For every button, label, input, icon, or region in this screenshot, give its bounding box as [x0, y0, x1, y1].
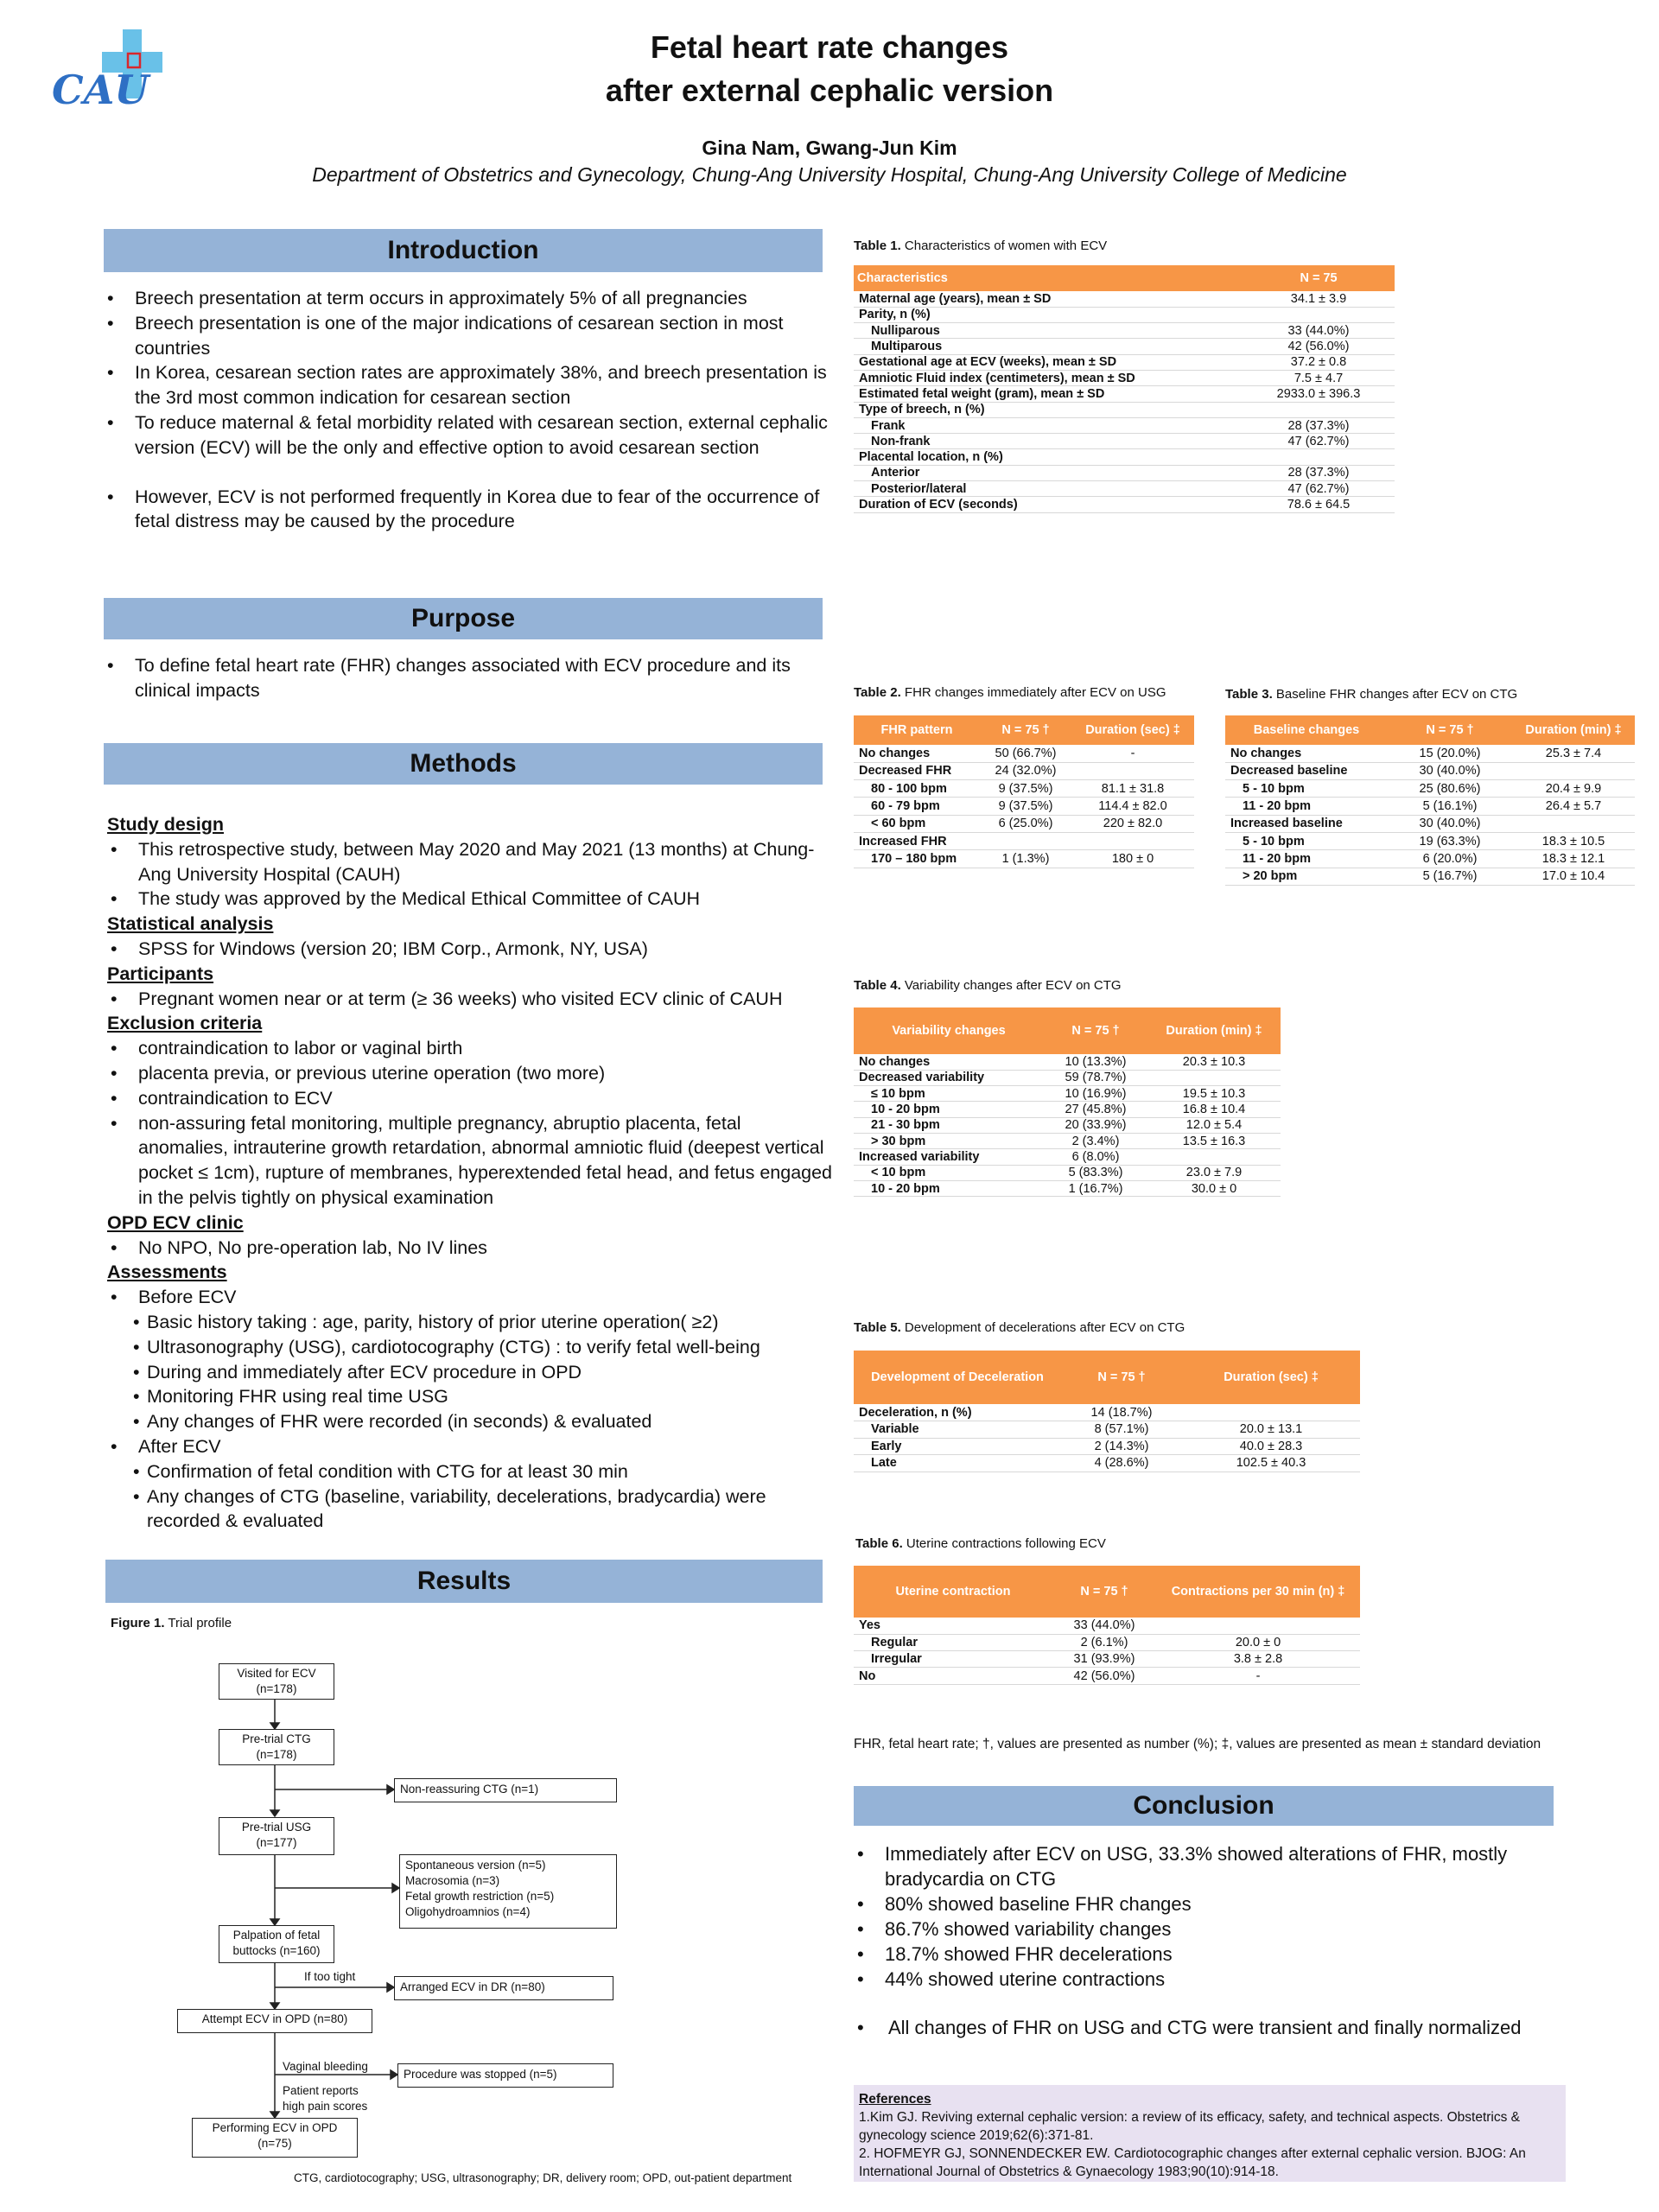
row-cell: 17.0 ± 10.4 [1512, 868, 1635, 885]
row-cell: 31 (93.9%) [1052, 1651, 1156, 1668]
table3 [1225, 715, 1635, 886]
row-cell: 5 (83.3%) [1044, 1165, 1147, 1180]
table-row [854, 339, 1395, 354]
list-item: • contraindication to ECV [107, 1086, 833, 1111]
table-row [854, 386, 1395, 402]
list-item: • However, ECV is not performed frequently in Korea due to fear of the occurrence of fetal distress may be caused by the procedure [104, 485, 830, 535]
row-cell: 24 (32.0%) [980, 762, 1071, 779]
list-item: • SPSS for Windows (version 20; IBM Corp., Armonk, NY, USA) [107, 937, 833, 962]
row-cell: 19 (63.3%) [1388, 832, 1512, 849]
row-label: Placental location, n (%) [854, 449, 1243, 465]
row-label: Late [854, 1455, 1061, 1472]
table1-header: N = 75 [1243, 265, 1395, 291]
table2-header: Duration (sec) ‡ [1071, 715, 1194, 745]
table5-caption: Table 5. Development of decelerations after ECV on CTG [854, 1320, 1185, 1335]
flow-text: Patient reports [283, 2084, 359, 2097]
row-label: < 60 bpm [854, 815, 980, 832]
row-label: 5 - 10 bpm [1225, 780, 1388, 798]
table-row [854, 850, 1194, 868]
flow-text: Fetal growth restriction (n=5) [405, 1890, 555, 1903]
row-label: No changes [1225, 745, 1388, 762]
table3-caption: Table 3. Baseline FHR changes after ECV on CTG [1225, 687, 1518, 702]
table6-header: Uterine contraction [854, 1566, 1052, 1618]
row-cell: 25 (80.6%) [1388, 780, 1512, 798]
row-cell [1512, 762, 1635, 779]
row-cell [1071, 762, 1194, 779]
table-row [854, 481, 1395, 497]
row-cell: 26.4 ± 5.7 [1512, 798, 1635, 815]
row-cell: 47 (62.7%) [1243, 481, 1395, 497]
row-cell: 9 (37.5%) [980, 780, 1071, 798]
list-item: • 18.7% showed FHR decelerations [854, 1942, 1562, 1967]
table-row [1225, 762, 1635, 779]
flow-text: (n=178) [256, 1748, 297, 1761]
flow-text: (n=177) [256, 1836, 297, 1849]
list-item: • Any changes of FHR were recorded (in seconds) & evaluated [107, 1409, 833, 1434]
tables-footnote: FHR, fetal heart rate; †, values are presented as number (%); ‡, values are presented as mean ± standard deviation [854, 1737, 1541, 1751]
row-cell: 30 (40.0%) [1388, 762, 1512, 779]
row-cell: 2 (6.1%) [1052, 1634, 1156, 1650]
logo-text: CAU [52, 67, 149, 112]
list-item: • Immediately after ECV on USG, 33.3% showed alterations of FHR, mostly bradycardia on CTG [854, 1841, 1562, 1891]
row-label: Increased FHR [854, 832, 980, 849]
table1 [854, 265, 1395, 513]
row-label: Maternal age (years), mean ± SD [854, 291, 1243, 307]
row-cell: 25.3 ± 7.4 [1512, 745, 1635, 762]
flow-text: (n=75) [257, 2137, 292, 2150]
table-row [854, 291, 1395, 307]
table-row [854, 762, 1194, 779]
table-row [854, 815, 1194, 832]
table-row [854, 780, 1194, 798]
row-cell: 5 (16.7%) [1388, 868, 1512, 885]
row-cell: 10 (16.9%) [1044, 1086, 1147, 1102]
row-cell: 6 (20.0%) [1388, 850, 1512, 868]
list-item: • No NPO, No pre-operation lab, No IV lines [107, 1236, 833, 1261]
row-cell: 20.0 ± 13.1 [1182, 1421, 1360, 1439]
row-label: > 20 bpm [1225, 868, 1388, 885]
statistical-title: Statistical analysis [107, 913, 274, 935]
table6 [854, 1566, 1360, 1685]
row-cell: 28 (37.3%) [1243, 417, 1395, 433]
row-cell: 18.3 ± 10.5 [1512, 832, 1635, 849]
table4-header: Variability changes [854, 1007, 1044, 1054]
row-cell: 27 (45.8%) [1044, 1102, 1147, 1117]
row-cell: 2 (3.4%) [1044, 1133, 1147, 1148]
row-label: No [854, 1668, 1052, 1684]
row-cell: 34.1 ± 3.9 [1243, 291, 1395, 307]
table-row [1225, 832, 1635, 849]
table-row [1225, 780, 1635, 798]
table-row [854, 323, 1395, 339]
table-row [854, 798, 1194, 815]
table-row [854, 434, 1395, 449]
row-cell: 102.5 ± 40.3 [1182, 1455, 1360, 1472]
table-row [854, 417, 1395, 433]
row-label: Non-frank [854, 434, 1243, 449]
list-item: • All changes of FHR on USG and CTG were transient and finally normalized [854, 2015, 1562, 2040]
exclusion-title: Exclusion criteria [107, 1013, 263, 1034]
row-cell: 40.0 ± 28.3 [1182, 1438, 1360, 1455]
table-row [854, 1133, 1281, 1148]
flow-text: Macrosomia (n=3) [405, 1874, 500, 1887]
list-item: • Any changes of CTG (baseline, variability, decelerations, bradycardia) were recorded & evaluated [107, 1484, 833, 1535]
row-cell: 7.5 ± 4.7 [1243, 370, 1395, 385]
row-label: Posterior/lateral [854, 481, 1243, 497]
flow-text: Performing ECV in OPD [212, 2121, 338, 2134]
table2 [854, 715, 1194, 868]
row-label: No changes [854, 745, 980, 762]
flow-text: Palpation of fetal [232, 1929, 321, 1942]
row-label: ≤ 10 bpm [854, 1086, 1044, 1102]
opd-title: OPD ECV clinic [107, 1211, 244, 1233]
table5-header: N = 75 † [1061, 1351, 1182, 1404]
flow-visited [219, 1663, 334, 1700]
table1-header: Characteristics [854, 265, 1243, 291]
row-cell: 14 (18.7%) [1061, 1404, 1182, 1421]
row-label: < 10 bpm [854, 1165, 1044, 1180]
flow-text: Oligohydroamnios (n=4) [405, 1905, 531, 1918]
row-cell: 47 (62.7%) [1243, 434, 1395, 449]
row-cell: 13.5 ± 16.3 [1147, 1133, 1281, 1148]
flow-pain [283, 2083, 367, 2114]
table-row [854, 449, 1395, 465]
flow-arranged: Arranged ECV in DR (n=80) [394, 1976, 613, 2000]
row-cell: 10 (13.3%) [1044, 1054, 1147, 1070]
table-row [854, 1634, 1360, 1650]
row-label: Irregular [854, 1651, 1052, 1668]
row-cell [1243, 307, 1395, 322]
study-design-title: Study design [107, 814, 224, 835]
table-row [854, 1404, 1360, 1421]
flow-text: Pre-trial CTG [242, 1732, 311, 1745]
table3-header: Duration (min) ‡ [1512, 715, 1635, 745]
flow-text: buttocks (n=160) [232, 1944, 321, 1957]
flow-text: (n=178) [256, 1682, 297, 1695]
row-cell: 20.0 ± 0 [1156, 1634, 1360, 1650]
row-cell [1512, 815, 1635, 832]
row-cell: 42 (56.0%) [1243, 339, 1395, 354]
table-row [854, 307, 1395, 322]
flow-pretrial-ctg [219, 1729, 334, 1765]
table2-header: N = 75 † [980, 715, 1071, 745]
row-cell [1243, 402, 1395, 417]
table2-header: FHR pattern [854, 715, 980, 745]
flow-text: Spontaneous version (n=5) [405, 1859, 546, 1872]
row-cell: 4 (28.6%) [1061, 1455, 1182, 1472]
table-row [854, 402, 1395, 417]
department: Department of Obstetrics and Gynecology, Chung-Ang University Hospital, Chung-Ang University College of Medicine [312, 163, 1347, 186]
row-label: 11 - 20 bpm [1225, 798, 1388, 815]
row-cell: 19.5 ± 10.3 [1147, 1086, 1281, 1102]
row-label: Gestational age at ECV (weeks), mean ± SD [854, 354, 1243, 370]
row-cell: 220 ± 82.0 [1071, 815, 1194, 832]
flow-attempt: Attempt ECV in OPD (n=80) [177, 2009, 372, 2033]
row-cell: 1 (1.3%) [980, 850, 1071, 868]
row-label: Multiparous [854, 339, 1243, 354]
table4-header: Duration (min) ‡ [1147, 1007, 1281, 1054]
row-label: 5 - 10 bpm [1225, 832, 1388, 849]
table-row [854, 1455, 1360, 1472]
row-cell: 81.1 ± 31.8 [1071, 780, 1194, 798]
list-item: • The study was approved by the Medical Ethical Committee of CAUH [107, 887, 833, 912]
row-cell [1147, 1149, 1281, 1165]
row-label: Increased baseline [1225, 815, 1388, 832]
table-row [854, 832, 1194, 849]
conclusion-body [854, 1841, 1562, 2040]
table-row [854, 1086, 1281, 1102]
row-label: Amniotic Fluid index (centimeters), mean ± SD [854, 370, 1243, 385]
table-row [854, 1651, 1360, 1668]
row-cell: 12.0 ± 5.4 [1147, 1117, 1281, 1133]
row-label: Decreased variability [854, 1070, 1044, 1085]
title-line-2: after external cephalic version [605, 73, 1054, 108]
table-row [854, 370, 1395, 385]
flow-stopped: Procedure was stopped (n=5) [397, 2063, 613, 2088]
row-label: No changes [854, 1054, 1044, 1070]
row-label: Yes [854, 1618, 1052, 1634]
row-label: 21 - 30 bpm [854, 1117, 1044, 1133]
list-item: • contraindication to labor or vaginal birth [107, 1036, 833, 1061]
row-label: 10 - 20 bpm [854, 1180, 1044, 1196]
row-label: 170 – 180 bpm [854, 850, 980, 868]
row-cell [1243, 449, 1395, 465]
row-cell: 30 (40.0%) [1388, 815, 1512, 832]
list-item: • Ultrasonography (USG), cardiotocography (CTG) : to verify fetal well-being [107, 1335, 833, 1360]
reference-item: 1.Kim GJ. Reviving external cephalic version: a review of its efficacy, safety, and technical aspects. Obstetrics & gynecology science 2019;62(6):371-81. [859, 2110, 1520, 2143]
row-cell: 42 (56.0%) [1052, 1668, 1156, 1684]
row-label: Regular [854, 1634, 1052, 1650]
table-row [854, 1117, 1281, 1133]
table-row [854, 1180, 1281, 1196]
reference-item: 2. HOFMEYR GJ, SONNENDECKER EW. Cardiotocographic changes after external cephalic version. BJOG: An International Journal of Obstetrics & Gynaecology 1983;90(10):914-18. [859, 2146, 1526, 2179]
references-heading: References [859, 2092, 931, 2107]
row-label: 80 - 100 bpm [854, 780, 980, 798]
table6-header: Contractions per 30 min (n) ‡ [1156, 1566, 1360, 1618]
purpose-heading: Purpose [104, 598, 823, 639]
table1-caption: Table 1. Characteristics of women with ECV [854, 238, 1108, 253]
table5-header: Development of Deceleration [854, 1351, 1061, 1404]
row-cell: 59 (78.7%) [1044, 1070, 1147, 1085]
table4-header: N = 75 † [1044, 1007, 1147, 1054]
table-row [854, 1618, 1360, 1634]
table-row [854, 1054, 1281, 1070]
list-item: • This retrospective study, between May 2020 and May 2021 (13 months) at Chung-Ang University Hospital (CAUH) [107, 837, 833, 887]
row-cell: 8 (57.1%) [1061, 1421, 1182, 1439]
flow-palpation [219, 1925, 334, 1963]
list-item: • After ECV [107, 1434, 833, 1459]
row-label: Deceleration, n (%) [854, 1404, 1061, 1421]
list-item: • non-assuring fetal monitoring, multiple pregnancy, abruptio placenta, fetal anomalies, intrauterine growth retardation, abnormal amniotic fluid (deepest vertical pocket ≤ 1cm), rupture of membranes, hyperextended fetal head, and fetus engaged in the pelvis tightly on physical examination [107, 1111, 833, 1211]
table4-caption: Table 4. Variability changes after ECV on CTG [854, 978, 1122, 993]
row-cell: 37.2 ± 0.8 [1243, 354, 1395, 370]
table-row [854, 1438, 1360, 1455]
participants-title: Participants [107, 963, 214, 984]
row-cell: 50 (66.7%) [980, 745, 1071, 762]
results-heading: Results [105, 1560, 823, 1603]
list-item: • In Korea, cesarean section rates are approximately 38%, and breech presentation is the 3rd most common indication for cesarean section [104, 360, 830, 410]
assessments-title: Assessments [107, 1262, 227, 1283]
row-label: 10 - 20 bpm [854, 1102, 1044, 1117]
row-cell: - [1071, 745, 1194, 762]
table-row [854, 1421, 1360, 1439]
table3-header: Baseline changes [1225, 715, 1388, 745]
list-item: • 44% showed uterine contractions [854, 1967, 1562, 1992]
flow-if-tight: If too tight [304, 1970, 356, 1983]
flow-pretrial-usg [219, 1817, 334, 1855]
table-row [1225, 868, 1635, 885]
list-item: • To define fetal heart rate (FHR) changes associated with ECV procedure and its clinical impacts [104, 653, 812, 703]
figure-caption: Figure 1. Trial profile [111, 1616, 232, 1630]
table-row [854, 1149, 1281, 1165]
list-item: • Before ECV [107, 1285, 833, 1310]
references [854, 2085, 1566, 2182]
row-cell: - [1156, 1668, 1360, 1684]
table-row [854, 465, 1395, 480]
flow-excluded [399, 1854, 617, 1929]
flow-text: Visited for ECV [237, 1667, 316, 1680]
row-cell: 2 (14.3%) [1061, 1438, 1182, 1455]
flow-text: Pre-trial USG [241, 1821, 312, 1834]
row-label: 11 - 20 bpm [1225, 850, 1388, 868]
row-label: Estimated fetal weight (gram), mean ± SD [854, 386, 1243, 402]
row-cell: 20.3 ± 10.3 [1147, 1054, 1281, 1070]
row-cell: 1 (16.7%) [1044, 1180, 1147, 1196]
table-row [854, 1668, 1360, 1684]
row-cell: 33 (44.0%) [1243, 323, 1395, 339]
flow-vaginal: Vaginal bleeding [283, 2060, 368, 2073]
row-cell [1182, 1404, 1360, 1421]
row-label: Decreased FHR [854, 762, 980, 779]
flow-nonreassuring: Non-reassuring CTG (n=1) [394, 1778, 617, 1802]
flow-performing [192, 2118, 358, 2158]
row-cell: 23.0 ± 7.9 [1147, 1165, 1281, 1180]
list-item: • Pregnant women near or at term (≥ 36 weeks) who visited ECV clinic of CAUH [107, 987, 833, 1012]
table5-header: Duration (sec) ‡ [1182, 1351, 1360, 1404]
conclusion-heading: Conclusion [854, 1786, 1554, 1826]
row-cell [1156, 1618, 1360, 1634]
list-item: • 80% showed baseline FHR changes [854, 1891, 1562, 1916]
table-row [854, 1070, 1281, 1085]
table-row [1225, 850, 1635, 868]
row-cell: 20 (33.9%) [1044, 1117, 1147, 1133]
row-cell: 2933.0 ± 396.3 [1243, 386, 1395, 402]
table-row [1225, 745, 1635, 762]
row-cell: 16.8 ± 10.4 [1147, 1102, 1281, 1117]
list-item: • Monitoring FHR using real time USG [107, 1384, 833, 1409]
table5 [854, 1351, 1360, 1472]
authors: Gina Nam, Gwang-Jun Kim [702, 137, 957, 159]
list-item: • During and immediately after ECV procedure in OPD [107, 1360, 833, 1385]
list-item: • placenta previa, or previous uterine operation (two more) [107, 1061, 833, 1086]
table-row [854, 1102, 1281, 1117]
list-item: • Breech presentation at term occurs in approximately 5% of all pregnancies [104, 286, 830, 311]
list-item: • Confirmation of fetal condition with CTG for at least 30 min [107, 1459, 833, 1484]
row-cell: 18.3 ± 12.1 [1512, 850, 1635, 868]
row-cell: 180 ± 0 [1071, 850, 1194, 868]
row-label: Increased variability [854, 1149, 1044, 1165]
row-label: Frank [854, 417, 1243, 433]
row-cell: 15 (20.0%) [1388, 745, 1512, 762]
table-row [854, 1165, 1281, 1180]
table-row [1225, 798, 1635, 815]
row-cell: 6 (25.0%) [980, 815, 1071, 832]
row-cell [1147, 1070, 1281, 1085]
row-cell: 30.0 ± 0 [1147, 1180, 1281, 1196]
list-item: • To reduce maternal & fetal morbidity related with cesarean section, external cephalic version (ECV) will be the only and effective option to avoid cesarean section [104, 410, 830, 461]
row-label: Anterior [854, 465, 1243, 480]
row-label: Parity, n (%) [854, 307, 1243, 322]
row-cell: 114.4 ± 82.0 [1071, 798, 1194, 815]
row-cell: 20.4 ± 9.9 [1512, 780, 1635, 798]
row-label: > 30 bpm [854, 1133, 1044, 1148]
row-label: Nulliparous [854, 323, 1243, 339]
list-item: • Breech presentation is one of the major indications of cesarean section in most countries [104, 311, 830, 361]
table3-header: N = 75 † [1388, 715, 1512, 745]
row-label: Early [854, 1438, 1061, 1455]
row-cell: 9 (37.5%) [980, 798, 1071, 815]
title-line-1: Fetal heart rate changes [650, 29, 1009, 65]
list-item: • Basic history taking : age, parity, history of prior uterine operation( ≥2) [107, 1310, 833, 1335]
row-label: 60 - 79 bpm [854, 798, 980, 815]
row-label: Variable [854, 1421, 1061, 1439]
row-label: Duration of ECV (seconds) [854, 497, 1243, 512]
list-item: • 86.7% showed variability changes [854, 1916, 1562, 1942]
row-cell [1071, 832, 1194, 849]
table6-caption: Table 6. Uterine contractions following ECV [855, 1536, 1106, 1551]
table6-header: N = 75 † [1052, 1566, 1156, 1618]
flow-footnote: CTG, cardiotocography; USG, ultrasonography; DR, delivery room; OPD, out-patient department [294, 2171, 792, 2184]
table4 [854, 1007, 1281, 1197]
table-row [854, 497, 1395, 512]
table-row [854, 354, 1395, 370]
row-cell: 6 (8.0%) [1044, 1149, 1147, 1165]
table-row [854, 745, 1194, 762]
introduction-heading: Introduction [104, 229, 823, 272]
methods-heading: Methods [104, 743, 823, 785]
conclusion-list [854, 1841, 1562, 2040]
row-label: Decreased baseline [1225, 762, 1388, 779]
row-label: Type of breech, n (%) [854, 402, 1243, 417]
table2-caption: Table 2. FHR changes immediately after ECV on USG [854, 685, 1166, 700]
flow-text: high pain scores [283, 2100, 368, 2113]
row-cell: 78.6 ± 64.5 [1243, 497, 1395, 512]
row-cell: 5 (16.1%) [1388, 798, 1512, 815]
row-cell: 33 (44.0%) [1052, 1618, 1156, 1634]
row-cell: 3.8 ± 2.8 [1156, 1651, 1360, 1668]
row-cell [980, 832, 1071, 849]
table-row [1225, 815, 1635, 832]
row-cell: 28 (37.3%) [1243, 465, 1395, 480]
